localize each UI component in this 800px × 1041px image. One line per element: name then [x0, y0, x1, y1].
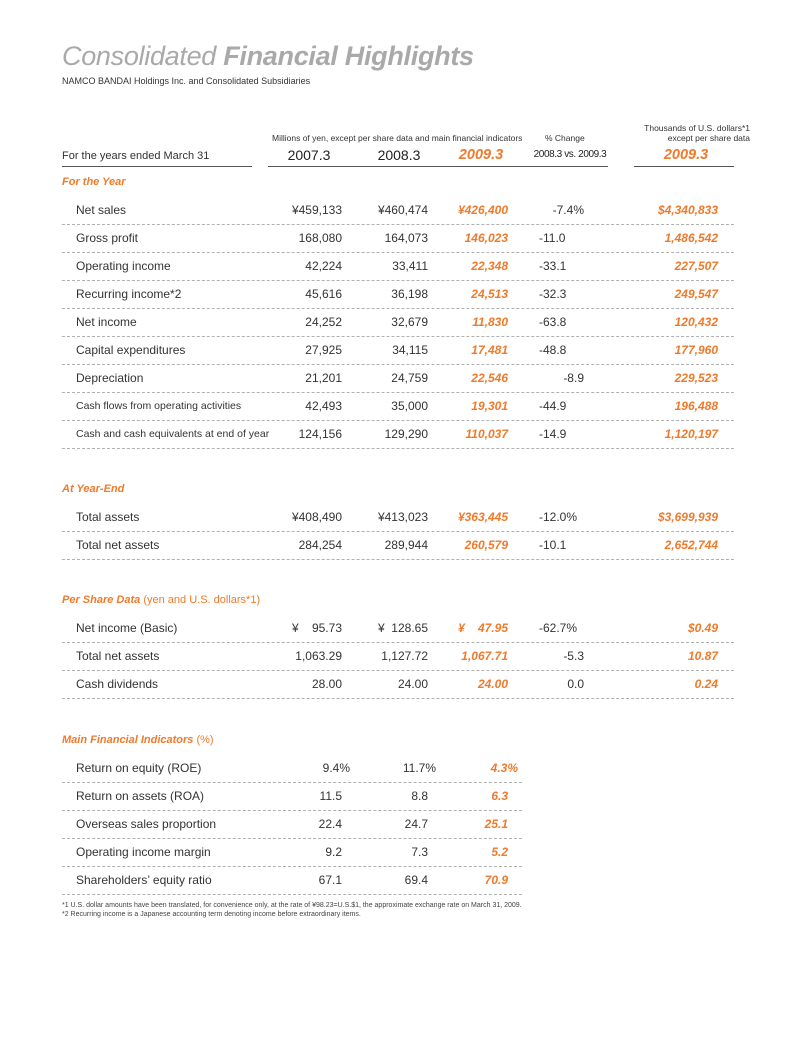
page-subtitle: NAMCO BANDAI Holdings Inc. and Consolidated Subsidiaries — [62, 76, 311, 86]
value-2009: 146,023 — [464, 231, 508, 245]
value-change: -5.3 — [563, 649, 584, 663]
section-title-text: Per Share Data — [62, 594, 141, 606]
page-title-light: Consolidated — [62, 41, 217, 71]
value-2008: ¥460,474 — [377, 203, 428, 217]
header-underline — [62, 166, 252, 167]
value-2009: 24,513 — [471, 287, 508, 301]
row-label: Net income (Basic) — [76, 621, 178, 635]
row-label: Cash flows from operating activities — [76, 400, 242, 412]
value-2008: 24.00 — [397, 677, 428, 691]
value-2008: ¥413,023 — [377, 510, 428, 524]
value-2009: 11,830 — [472, 315, 508, 329]
value-2009: 25.1 — [484, 817, 508, 831]
value-2009: 1,067.71 — [461, 649, 508, 663]
value-2009: ¥363,445 — [457, 510, 508, 524]
value-2009: 6.3 — [491, 789, 508, 803]
value-2008: ¥ 128.65 — [377, 621, 428, 635]
table-row — [62, 420, 734, 449]
table-row — [62, 614, 734, 643]
usd-note-1: Thousands of U.S. dollars*1 — [644, 123, 750, 133]
change-header: 2008.3 vs. 2009.3 — [533, 149, 607, 160]
value-2009: 22,546 — [471, 371, 508, 385]
row-label: Overseas sales proportion — [76, 817, 217, 831]
table-row — [62, 224, 734, 253]
value-2007: 27,925 — [305, 343, 342, 357]
table-row — [62, 531, 734, 560]
table-row — [62, 280, 734, 309]
row-label: Net sales — [76, 203, 127, 217]
value-2007: 168,080 — [298, 231, 342, 245]
year-header-2009: 2009.3 — [458, 147, 504, 163]
value-2007: 24,252 — [305, 315, 342, 329]
value-2007: 21,201 — [305, 371, 342, 385]
value-change: -8.9 — [563, 371, 584, 385]
section-title-for-year: For the Year — [62, 176, 126, 188]
value-2009: 24.00 — [477, 677, 508, 691]
table-row — [62, 670, 734, 699]
value-usd: 2,652,744 — [664, 538, 718, 552]
table-row — [62, 196, 734, 225]
value-2009: 4.3% — [490, 761, 518, 775]
usd-year-header: 2009.3 — [663, 147, 709, 163]
value-usd: 1,486,542 — [664, 231, 718, 245]
table-row — [62, 392, 734, 421]
value-2009: 110,037 — [465, 427, 508, 441]
value-2007: 9.4% — [322, 761, 350, 775]
value-change: -48.8 — [539, 343, 567, 357]
value-2007: 28.00 — [311, 677, 342, 691]
value-change: -12.0% — [539, 510, 578, 524]
value-2008: 32,679 — [391, 315, 428, 329]
value-2008: 24.7 — [404, 817, 428, 831]
value-2007: 1,063.29 — [295, 649, 342, 663]
row-label: Recurring income*2 — [76, 287, 182, 301]
value-2008: 24,759 — [391, 371, 428, 385]
value-usd: $0.49 — [687, 621, 718, 635]
row-label: Operating income — [76, 259, 171, 273]
footnote-1: *1 U.S. dollar amounts have been translated, for convenience only, at the rate of ¥98.23=U.S.$1, the approximate exchange rate on March 31, 2009. — [62, 902, 522, 909]
header-underline — [268, 166, 608, 167]
row-label: Total net assets — [76, 649, 160, 663]
value-2009: 17,481 — [471, 343, 508, 357]
value-2009: 22,348 — [471, 259, 508, 273]
row-label: Operating income margin — [76, 845, 211, 859]
value-change: -7.4% — [552, 203, 584, 217]
value-2009: 5.2 — [491, 845, 508, 859]
value-2008: 129,290 — [384, 427, 428, 441]
value-2008: 7.3 — [411, 845, 428, 859]
value-2008: 33,411 — [392, 259, 428, 273]
value-2008: 36,198 — [391, 287, 428, 301]
value-change: -11.0 — [539, 231, 566, 245]
value-usd: 10.87 — [687, 649, 718, 663]
section-title-text: Main Financial Indicators — [62, 734, 194, 746]
value-2007: 11.5 — [319, 789, 342, 803]
value-2008: 69.4 — [404, 873, 428, 887]
value-2009: 70.9 — [484, 873, 508, 887]
value-2008: 11.7% — [402, 761, 436, 775]
value-usd: 177,960 — [674, 343, 718, 357]
row-label: Return on assets (ROA) — [76, 789, 205, 803]
value-2009: ¥426,400 — [457, 203, 508, 217]
value-change: 0.0 — [567, 677, 584, 691]
value-change: -62.7% — [539, 621, 578, 635]
value-2008: 34,115 — [392, 343, 428, 357]
row-label: Gross profit — [76, 231, 139, 245]
value-2007: 284,254 — [298, 538, 342, 552]
value-change: -33.1 — [539, 259, 567, 273]
header-underline — [634, 166, 734, 167]
table-row — [62, 503, 734, 532]
footnote-2: *2 Recurring income is a Japanese accounting term denoting income before extraordinary items. — [62, 911, 361, 918]
row-label: Capital expenditures — [76, 343, 186, 357]
page-title — [62, 40, 474, 72]
value-usd: $3,699,939 — [657, 510, 718, 524]
year-header-2008: 2008.3 — [377, 147, 421, 163]
millions-note: Millions of yen, except per share data and main financial indicators — [272, 133, 523, 143]
value-2008: 1,127.72 — [381, 649, 428, 663]
value-change: -63.8 — [539, 315, 567, 329]
section-title-sub: (%) — [196, 734, 214, 746]
value-2007: 42,224 — [305, 259, 342, 273]
usd-note-2: except per share data — [667, 133, 750, 143]
value-2008: 35,000 — [391, 399, 428, 413]
year-row-label: For the years ended March 31 — [62, 150, 210, 162]
row-label: Cash and cash equivalents at end of year — [76, 428, 270, 440]
table-row — [62, 782, 522, 811]
value-usd: 227,507 — [674, 259, 718, 273]
value-2007: ¥408,490 — [291, 510, 342, 524]
value-usd: 196,488 — [674, 399, 718, 413]
row-label: Net income — [76, 315, 137, 329]
year-header-2007: 2007.3 — [287, 147, 331, 163]
value-2007: ¥ 95.73 — [291, 621, 342, 635]
value-change: -32.3 — [539, 287, 567, 301]
row-label: Total assets — [76, 510, 140, 524]
value-2007: 124,156 — [298, 427, 342, 441]
row-label: Total net assets — [76, 538, 160, 552]
table-row — [62, 838, 522, 867]
section-title-sub: (yen and U.S. dollars*1) — [143, 594, 261, 606]
value-change: -14.9 — [539, 427, 567, 441]
value-2007: ¥459,133 — [291, 203, 342, 217]
section-title-year-end: At Year-End — [62, 483, 125, 495]
value-2007: 67.1 — [318, 873, 342, 887]
table-row — [62, 364, 734, 393]
table-row — [62, 866, 522, 895]
value-usd: $4,340,833 — [657, 203, 718, 217]
table-row — [62, 642, 734, 671]
value-change: -10.1 — [539, 538, 567, 552]
row-label: Depreciation — [76, 371, 144, 385]
value-2007: 22.4 — [318, 817, 342, 831]
value-2008: 8.8 — [411, 789, 428, 803]
page-title-bold: Financial Highlights — [223, 41, 474, 71]
table-row — [62, 252, 734, 281]
value-2007: 9.2 — [325, 845, 342, 859]
value-2009: ¥ 47.95 — [457, 621, 508, 635]
value-2007: 45,616 — [305, 287, 342, 301]
value-2009: 260,579 — [464, 538, 508, 552]
value-usd: 229,523 — [674, 371, 718, 385]
change-note: % Change — [545, 133, 585, 143]
section-title-indicators — [62, 734, 214, 746]
value-usd: 249,547 — [674, 287, 718, 301]
table-row — [62, 754, 522, 783]
table-row — [62, 810, 522, 839]
value-change: -44.9 — [539, 399, 567, 413]
table-row — [62, 308, 734, 337]
row-label: Return on equity (ROE) — [76, 761, 202, 775]
row-label: Shareholders’ equity ratio — [76, 873, 212, 887]
value-usd: 120,432 — [674, 315, 718, 329]
value-usd: 1,120,197 — [664, 427, 718, 441]
table-row — [62, 336, 734, 365]
section-title-per-share — [62, 594, 260, 606]
value-2007: 42,493 — [305, 399, 342, 413]
value-2008: 289,944 — [384, 538, 428, 552]
value-2009: 19,301 — [471, 399, 508, 413]
row-label: Cash dividends — [76, 677, 159, 691]
value-usd: 0.24 — [694, 677, 718, 691]
value-2008: 164,073 — [384, 231, 428, 245]
